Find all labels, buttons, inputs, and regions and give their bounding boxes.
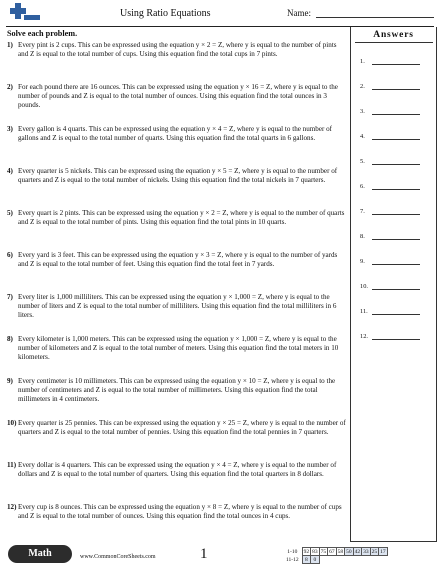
score-cell: 0 bbox=[311, 556, 320, 564]
question-item bbox=[7, 503, 347, 521]
subject-badge: Math bbox=[8, 545, 72, 563]
question-item bbox=[7, 461, 347, 479]
question-text: Every centimeter is 10 millimeters. This can be expressed using the equation y × 10 = Z, where y is equal to the number of centimeters and Z is equal to the total number of millimeters. Using this equation find the total millimeters in 4 centimeters. bbox=[18, 377, 336, 404]
question-text: Every liter is 1,000 milliliters. This can be expressed using the equation y × 1,000 = Z, where y is equal to the number of liters and Z is equal to the total number of milliliters. Using this equation find the total milliliters in 6 liters. bbox=[18, 293, 337, 320]
question-number: 9) bbox=[7, 377, 13, 385]
question-number: 10) bbox=[7, 419, 17, 427]
question-number: 11) bbox=[7, 461, 17, 469]
question-text: Every yard is 3 feet. This can be expressed using the equation y × 3 = Z, where y is equal to the number of yards and Z is equal to the total number of feet. Using this equation find the total feet in 7 yards. bbox=[18, 251, 338, 269]
plus-minus-logo-icon bbox=[4, 2, 44, 22]
answer-label: 8. bbox=[360, 233, 365, 240]
score-cell: 67 bbox=[329, 548, 335, 555]
answer-label: 2. bbox=[360, 83, 365, 90]
question-item bbox=[7, 377, 347, 405]
answer-label: 9. bbox=[360, 258, 365, 265]
score-cell: 75 bbox=[320, 548, 327, 555]
answer-blank[interactable] bbox=[372, 89, 420, 90]
name-label: Name: bbox=[287, 8, 311, 18]
answer-label: 1. bbox=[360, 58, 365, 65]
question-text: Every pint is 2 cups. This can be expressed using the equation y × 2 = Z, where y is equal to the number of pints and Z is equal to the total number of cups. Using this equation find the total cups in 7 pints. bbox=[18, 41, 337, 59]
score-cell: 25 bbox=[371, 548, 378, 555]
answer-row bbox=[360, 105, 436, 115]
score-cell: 33 bbox=[363, 548, 369, 555]
answer-label: 12. bbox=[360, 333, 368, 340]
score-cell: 17 bbox=[380, 548, 386, 555]
footer bbox=[0, 543, 442, 567]
answer-label: 5. bbox=[360, 158, 365, 165]
score-cell: 50 bbox=[346, 548, 352, 555]
question-item bbox=[7, 209, 347, 227]
question-item bbox=[7, 167, 347, 185]
question-item bbox=[7, 251, 347, 269]
question-text: For each pound there are 16 ounces. This can be expressed using the equation y × 16 = Z, where y is equal to the number of pounds and Z is equal to the total number of ounces. Using this equation find the total ounces in 3 pounds. bbox=[18, 83, 338, 110]
question-number: 7) bbox=[7, 293, 13, 301]
question-number: 3) bbox=[7, 125, 13, 133]
answer-label: 6. bbox=[360, 183, 365, 190]
question-item bbox=[7, 83, 347, 111]
worksheet-title: Using Ratio Equations bbox=[120, 8, 211, 19]
answer-row bbox=[360, 155, 436, 165]
score-cell: 8 bbox=[302, 556, 311, 564]
score-cell: 42 bbox=[354, 548, 361, 555]
question-item bbox=[7, 419, 347, 437]
answer-row bbox=[360, 255, 436, 265]
question-item bbox=[7, 335, 347, 363]
question-text: Every quarter is 5 nickels. This can be expressed using the equation y × 5 = Z, where y is equal to the number of quarters and Z is equal to the total number of nickels. Using this equation find the total nickels in 7 quarters. bbox=[18, 167, 338, 185]
answer-row bbox=[360, 280, 436, 290]
answer-row bbox=[360, 130, 436, 140]
question-number: 4) bbox=[7, 167, 13, 175]
score-table bbox=[285, 547, 388, 564]
question-text: Every kilometer is 1,000 meters. This can be expressed using the equation y × 1,000 = Z, where y is equal to the number of kilometers and Z is equal to the total number of meters. Using this equation find the total meters in 10 kilometers. bbox=[18, 335, 339, 362]
answer-blank[interactable] bbox=[372, 289, 420, 290]
question-number: 12) bbox=[7, 503, 17, 511]
answer-row bbox=[360, 330, 436, 340]
answer-blank[interactable] bbox=[372, 164, 420, 165]
question-text: Every dollar is 4 quarters. This can be expressed using the equation y × 4 = Z, where y is equal to the number of dollars and Z is equal to the total number of quarters. Using this equation find the total quarters in 8 dollars. bbox=[18, 461, 337, 479]
answer-blank[interactable] bbox=[372, 189, 420, 190]
answer-blank[interactable] bbox=[372, 339, 420, 340]
question-text: Every cup is 8 ounces. This can be expressed using the equation y × 8 = Z, where y is equal to the number of cups and Z is equal to the total number of ounces. Using this equation find the total ounces in 4 cups. bbox=[18, 503, 342, 521]
question-text: Every quarter is 25 pennies. This can be expressed using the equation y × 25 = Z, where y is equal to the number of quarters and Z is equal to the total number of pennies. Using this equation find the total pennies in 7 quarters. bbox=[18, 419, 346, 437]
score-cell: 58 bbox=[337, 548, 344, 555]
question-item bbox=[7, 41, 347, 59]
answer-row bbox=[360, 230, 436, 240]
question-item bbox=[7, 125, 347, 143]
page-number: 1 bbox=[200, 546, 208, 562]
question-item bbox=[7, 293, 347, 321]
answer-label: 4. bbox=[360, 133, 365, 140]
score-row-label: 11-12 bbox=[286, 556, 299, 563]
answer-label: 7. bbox=[360, 208, 365, 215]
question-text: Every quart is 2 pints. This can be expressed using the equation y × 2 = Z, where y is equal to the number of quarts and Z is equal to the total number of pints. Using this equation find the total pints in 10 quarts. bbox=[18, 209, 345, 227]
question-number: 1) bbox=[7, 41, 13, 49]
answer-blank[interactable] bbox=[372, 264, 420, 265]
answer-label: 10. bbox=[360, 283, 368, 290]
answer-row bbox=[360, 305, 436, 315]
answer-label: 11. bbox=[360, 308, 368, 315]
answer-blank[interactable] bbox=[372, 114, 420, 115]
question-number: 8) bbox=[7, 335, 13, 343]
score-row-label: 1-10 bbox=[287, 548, 298, 555]
question-number: 5) bbox=[7, 209, 13, 217]
answers-panel bbox=[350, 27, 437, 542]
answer-row bbox=[360, 180, 436, 190]
question-number: 2) bbox=[7, 83, 13, 91]
answer-blank[interactable] bbox=[372, 314, 420, 315]
answer-label: 3. bbox=[360, 108, 365, 115]
score-row bbox=[285, 548, 387, 556]
answer-blank[interactable] bbox=[372, 64, 420, 65]
website-link: www.CommonCoreSheets.com bbox=[80, 554, 156, 560]
answers-title-divider bbox=[355, 42, 433, 43]
name-line bbox=[316, 17, 434, 18]
answer-row bbox=[360, 80, 436, 90]
instructions: Solve each problem. bbox=[7, 29, 78, 38]
score-cell: 83 bbox=[312, 548, 318, 555]
answer-row bbox=[360, 55, 436, 65]
question-text: Every gallon is 4 quarts. This can be expressed using the equation y × 4 = Z, where y is equal to the number of gallons and Z is equal to the total number of quarts. Using this equation find the total quarts in 6 gallons. bbox=[18, 125, 333, 143]
score-row bbox=[285, 556, 387, 564]
score-cell: 92 bbox=[303, 548, 310, 555]
answer-blank[interactable] bbox=[372, 239, 420, 240]
question-number: 6) bbox=[7, 251, 13, 259]
answer-blank[interactable] bbox=[372, 214, 420, 215]
answer-row bbox=[360, 205, 436, 215]
answers-title: Answers bbox=[373, 30, 414, 40]
answer-blank[interactable] bbox=[372, 139, 420, 140]
